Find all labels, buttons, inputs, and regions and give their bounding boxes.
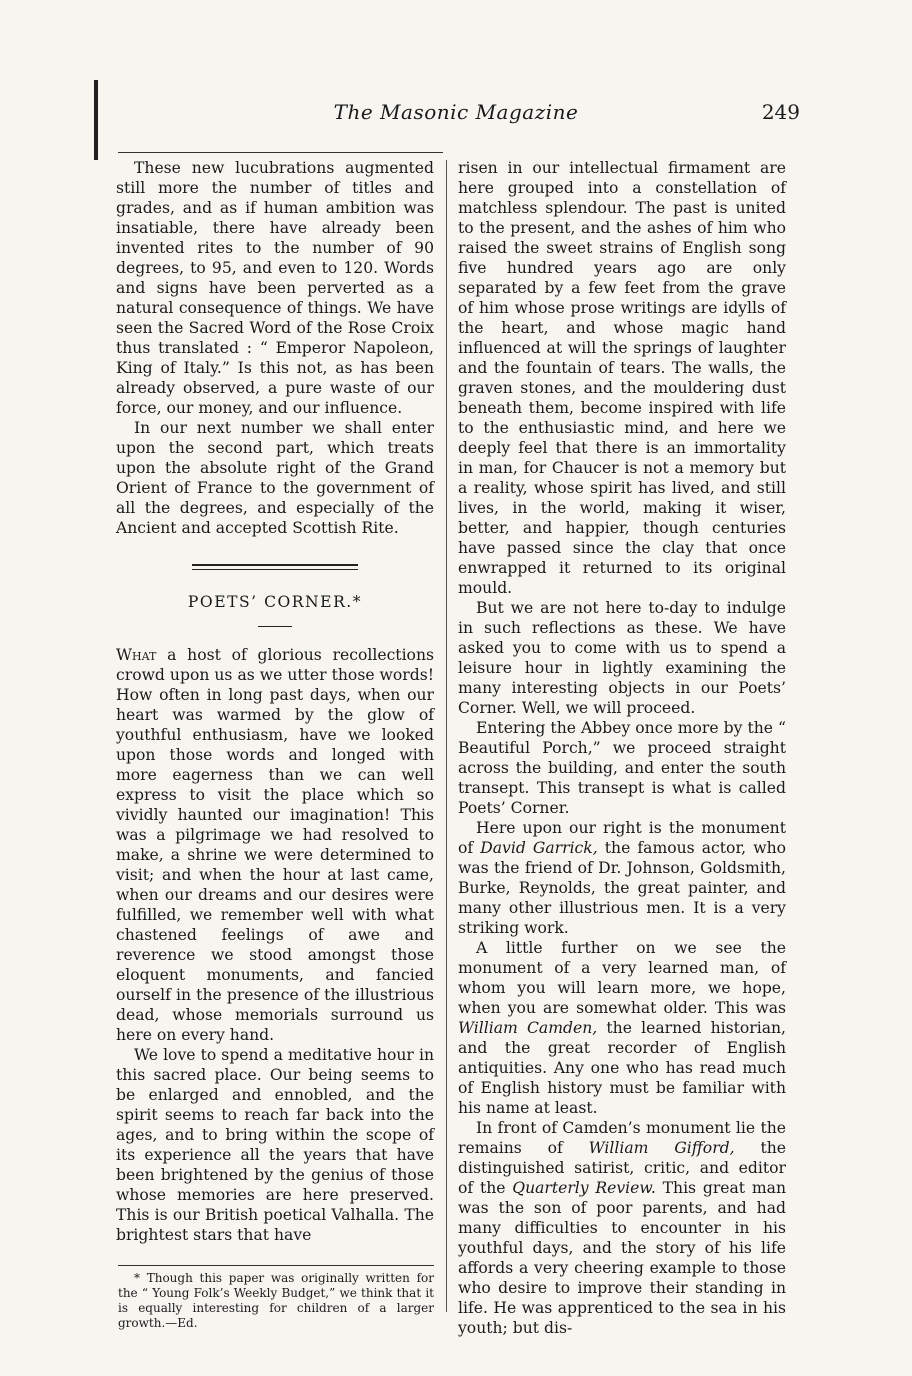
header-rule	[118, 152, 443, 153]
paragraph-text: Here upon our right is the monument of	[458, 819, 786, 857]
paragraph: But we are not here to-day to indulge in such reflections as these. We have asked you to come with us to spend a leisure hour in lightly examining the many interesting objects in our Poets’ Corner. Well, we will proceed.	[458, 599, 786, 717]
paragraph	[458, 938, 786, 1118]
person-name: William Camden,	[458, 1019, 598, 1037]
paragraph: These new lucubrations augmented still more the number of titles and grades, and as if human ambition was insatiable, there have already been invented rites to the number of 90 degrees, to 95, and even to 120. Words and signs have been perverted as a natural consequence of things. We have seen the Sacred Word of the Rose Croix thus translated : “ Emperor Napoleon, King of Italy.” Is this not, as has been already observed, a pure waste of our force, our money, and our influence.	[116, 159, 434, 417]
paragraph-text: the famous actor, who was the friend of Dr. Johnson, Goldsmith, Burke, Reynolds, the great painter, and many other illustrious men. It is a very striking work.	[458, 839, 786, 937]
left-column	[116, 158, 434, 1245]
paragraph-text: a host of glorious recollections crowd upon us as we utter those words! How often in long past days, when our heart was warmed by the glow of youthful enthusiasm, have we looked upon those words and longed with more eagerness than we can well express to visit the place which so vividly haunted our imagination! This was a pilgrimage we had resolved to make, a shrine we were determined to visit; and when the hour at last came, when our dreams and our desires were fulfilled, we remember well with what chastened feelings of awe and reverence we stood amongst those eloquent monuments, and fancied ourself in the presence of the illustrious dead, whose memorials surround us here on every hand.	[116, 646, 434, 1044]
paragraph: Entering the Abbey once more by the “ Beautiful Porch,” we proceed straight across the building, and enter the south transept. This transept is what is called Poets’ Corner.	[458, 719, 786, 817]
right-column	[458, 158, 786, 1338]
paragraph-text: A little further on we see the monument of a very learned man, of whom you will learn more, we hope, when you are somewhat older. This was	[458, 939, 786, 1017]
paragraph	[116, 645, 434, 1045]
person-name: William Gifford,	[588, 1139, 735, 1157]
binding-edge-mark	[94, 80, 98, 160]
footnote-rule	[118, 1265, 434, 1266]
section-heading: POETS’ CORNER.*	[187, 593, 363, 611]
paragraph-text: This great man was the son of poor parents, and had many difficulties to encounter in his youthful days, and the story of his life affords a very cheering example to those who desire to improve their standing in life. He was apprenticed to the sea in his youth; but dis-	[458, 1179, 786, 1337]
person-name: David Garrick,	[480, 839, 598, 857]
paragraph-text: the distinguished satirist, critic, and editor of the	[458, 1139, 786, 1197]
opening-word: What	[116, 646, 157, 664]
running-title: The Masonic Magazine	[333, 100, 579, 124]
heading-rule	[258, 626, 292, 627]
paragraph: In our next number we shall enter upon the second part, which treats upon the absolute right of the Grand Orient of France to the government of all the degrees, and especially of the Ancient and accepted Scottish Rite.	[116, 419, 434, 537]
paragraph	[458, 818, 786, 938]
paragraph-text: In front of Camden’s monument lie the remains of	[458, 1119, 786, 1157]
page-header	[112, 100, 800, 130]
paragraph: We love to spend a meditative hour in this sacred place. Our being seems to be enlarged and ennobled, and the spirit seems to reach far back into the ages, and to bring within the scope of its experience all the years that have been brightened by the genius of those whose memories are here preserved. This is our British poetical Valhalla. The brightest stars that have	[116, 1046, 434, 1244]
column-divider	[446, 160, 447, 1312]
page-number: 249	[761, 100, 800, 124]
paragraph: risen in our intellectual firmament are here grouped into a constellation of matchless splendour. The past is united to the present, and the ashes of him who raised the sweet strains of English song five hundred years ago are only separated by a few feet from the grave of him whose prose writings are idylls of the heart, and whose magic hand influenced at will the springs of laughter and the fountain of tears. The walls, the graven stones, and the mouldering dust beneath them, become inspired with life to the enthusiastic mind, and here we deeply feel that there is an immortality in man, for Chaucer is not a memory but a reality, whose spirit has lived, and still lives, in the world, making it wiser, better, and happier, though centuries have passed since the clay that once enwrapped it returned to its original mould.	[458, 159, 786, 597]
section-divider	[192, 564, 358, 570]
paragraph	[458, 1118, 786, 1338]
footnote: * Though this paper was originally written for the “ Young Folk’s Weekly Budget,” we think that it is equally interesting for children of a larger growth.—Ed.	[118, 1271, 434, 1330]
paragraph-text: the learned historian, and the great recorder of English antiquities. Any one who has read much of English history must be familiar with his name at least.	[458, 1019, 786, 1117]
journal-title: Quarterly Review.	[512, 1179, 656, 1197]
